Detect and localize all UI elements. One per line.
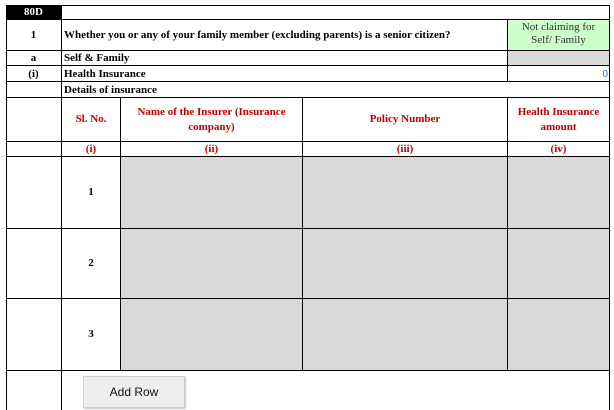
col-header-insurer-line1: Name of the Insurer (Insurance [137, 106, 286, 118]
col-header-insurer [121, 106, 302, 134]
row-1-policy-input[interactable] [303, 157, 507, 228]
col-header-amount-line2: amount [540, 121, 577, 133]
row-3-sl-no: 3 [88, 328, 94, 340]
grid-line [120, 97, 121, 370]
row-1-insurer-input[interactable] [121, 157, 302, 228]
grid-line [6, 19, 610, 20]
details-title: Details of insurance [64, 84, 157, 96]
col-roman-iv: (iv) [550, 143, 567, 155]
grid-line [6, 298, 610, 299]
row-1-amount-input[interactable] [508, 157, 609, 228]
row-1-sl-no: 1 [88, 186, 94, 198]
question-text: Whether you or any of your family member (excluding parents) is a senior citizen? [64, 29, 451, 41]
col-roman-i: (i) [85, 143, 97, 155]
grid-line [6, 81, 610, 82]
senior-citizen-select[interactable] [508, 19, 609, 50]
grid-line [6, 5, 7, 410]
row-2-insurer-input[interactable] [121, 229, 302, 298]
sub-a-label: a [30, 52, 37, 64]
row-2-policy-input[interactable] [303, 229, 507, 298]
health-insurance-total: 0 [602, 69, 608, 80]
grid-line [6, 228, 610, 229]
grid-line [6, 370, 610, 371]
grid-line [507, 19, 508, 81]
section-code-badge: 80D [6, 5, 61, 20]
col-header-sl-no: Sl. No. [75, 113, 107, 125]
col-header-amount [508, 106, 609, 134]
grid-line [6, 65, 610, 66]
row-2-amount-input[interactable] [508, 229, 609, 298]
col-header-amount-line1: Health Insurance [517, 106, 600, 118]
grid-line [6, 156, 610, 157]
sub-i-text: Health Insurance [64, 68, 146, 80]
grid-line [6, 50, 610, 51]
senior-citizen-select-line2: Self/ Family [531, 34, 586, 46]
grid-line [61, 5, 610, 6]
grid-line [507, 97, 508, 370]
grid-line [302, 97, 303, 370]
grid-line [6, 97, 610, 98]
row-3-amount-input[interactable] [508, 299, 609, 370]
grid-line [61, 5, 62, 410]
col-roman-iii: (iii) [396, 143, 414, 155]
row-3-policy-input[interactable] [303, 299, 507, 370]
sub-i-label: (i) [28, 68, 39, 80]
add-row-button[interactable]: Add Row [83, 376, 185, 408]
self-family-amount-cell [508, 51, 609, 65]
col-header-insurer-line2: company) [188, 121, 235, 133]
col-roman-ii: (ii) [204, 143, 219, 155]
senior-citizen-select-line1: Not claiming for [521, 21, 596, 33]
row-3-insurer-input[interactable] [121, 299, 302, 370]
grid-line [6, 141, 610, 142]
sub-a-text: Self & Family [64, 52, 130, 64]
grid-line [609, 5, 610, 410]
question-number: 1 [30, 29, 37, 41]
row-2-sl-no: 2 [88, 257, 94, 269]
col-header-policy-number: Policy Number [369, 113, 441, 125]
